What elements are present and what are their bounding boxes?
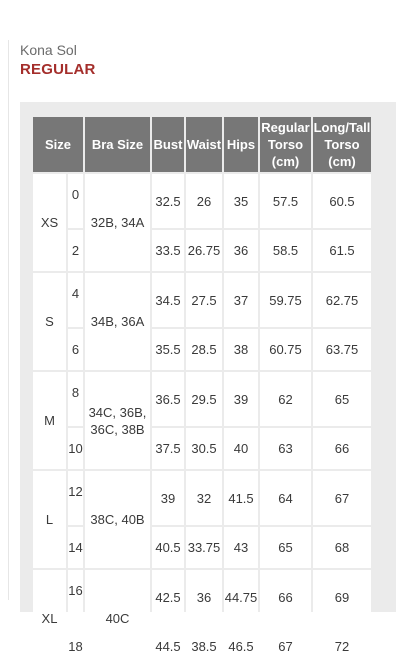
numeric-size: 10: [68, 428, 83, 469]
bust-value: 35.5: [152, 329, 184, 370]
table-row: [33, 372, 371, 426]
hips-value: 46.5: [224, 626, 258, 667]
table-row: [33, 471, 371, 525]
bra-size-line: 32B, 34A: [90, 215, 145, 230]
waist-value: 32: [186, 471, 222, 525]
waist-value: 29.5: [186, 372, 222, 426]
header-long-torso-line: (cm): [328, 154, 356, 169]
table-row: [33, 273, 371, 327]
header-hips: Hips: [224, 117, 258, 172]
product-name: Kona Sol: [20, 42, 77, 58]
bust-value: 42.5: [152, 570, 184, 624]
table-row: [33, 527, 371, 568]
numeric-size: 14: [68, 527, 83, 568]
waist-value: 26.75: [186, 230, 222, 271]
header-bust: Bust: [152, 117, 184, 172]
header-regular-torso: [260, 117, 311, 172]
header-long-torso-line: Torso: [324, 137, 360, 152]
bra-size: [85, 570, 150, 667]
regular-torso-value: 64: [260, 471, 311, 525]
table-row: [33, 428, 371, 469]
numeric-size: 12: [68, 471, 83, 525]
regular-torso-value: 63: [260, 428, 311, 469]
bust-value: 34.5: [152, 273, 184, 327]
bra-size-line: 36C, 38B: [90, 421, 145, 437]
long-torso-value: 69: [313, 570, 371, 624]
regular-torso-value: 65: [260, 527, 311, 568]
table-row: [33, 329, 371, 370]
regular-torso-value: 67: [260, 626, 311, 667]
waist-value: 38.5: [186, 626, 222, 667]
hips-value: 36: [224, 230, 258, 271]
table-row: [33, 570, 371, 624]
hips-value: 37: [224, 273, 258, 327]
numeric-size: 18: [68, 626, 83, 667]
bra-size: [85, 174, 150, 271]
size-label: L: [33, 471, 66, 568]
numeric-size: 16: [68, 570, 83, 624]
size-label: XS: [33, 174, 66, 271]
long-torso-value: 60.5: [313, 174, 371, 228]
bust-value: 32.5: [152, 174, 184, 228]
header-long-torso: [313, 117, 371, 172]
bra-size-line: 38C, 40B: [90, 512, 145, 527]
regular-torso-value: 59.75: [260, 273, 311, 327]
hips-value: 40: [224, 428, 258, 469]
regular-torso-value: 66: [260, 570, 311, 624]
header-bra-size: Bra Size: [85, 117, 150, 172]
long-torso-value: 68: [313, 527, 371, 568]
long-torso-value: 72: [313, 626, 371, 667]
hips-value: 39: [224, 372, 258, 426]
bust-value: 40.5: [152, 527, 184, 568]
waist-value: 36: [186, 570, 222, 624]
bust-value: 39: [152, 471, 184, 525]
header-regular-torso-line: Regular: [261, 120, 310, 135]
table-row: [33, 174, 371, 228]
left-edge-divider: [8, 40, 9, 600]
waist-value: 30.5: [186, 428, 222, 469]
regular-torso-value: 58.5: [260, 230, 311, 271]
numeric-size: 4: [68, 273, 83, 327]
waist-value: 26: [186, 174, 222, 228]
waist-value: 27.5: [186, 273, 222, 327]
header-regular-torso-line: Torso: [267, 137, 304, 152]
hips-value: 41.5: [224, 471, 258, 525]
table-row: [33, 230, 371, 271]
fit-label: REGULAR: [20, 61, 96, 78]
hips-value: 38: [224, 329, 258, 370]
bust-value: 44.5: [152, 626, 184, 667]
long-torso-value: 67: [313, 471, 371, 525]
waist-value: 33.75: [186, 527, 222, 568]
hips-value: 44.75: [224, 570, 258, 624]
bra-size-line: 34C, 36B,: [88, 404, 147, 420]
header-long-torso-line: Long/Tall: [313, 120, 371, 135]
size-label: XL: [33, 570, 66, 667]
size-chart-table: [31, 115, 373, 669]
bra-size: [85, 471, 150, 568]
long-torso-value: 66: [313, 428, 371, 469]
bust-value: 37.5: [152, 428, 184, 469]
numeric-size: 8: [68, 372, 83, 426]
hips-value: 43: [224, 527, 258, 568]
waist-value: 28.5: [186, 329, 222, 370]
regular-torso-value: 57.5: [260, 174, 311, 228]
numeric-size: 2: [68, 230, 83, 271]
hips-value: 35: [224, 174, 258, 228]
bra-size: [85, 372, 150, 469]
header-waist: Waist: [186, 117, 222, 172]
size-label: M: [33, 372, 66, 469]
bust-value: 33.5: [152, 230, 184, 271]
header-size: Size: [33, 117, 83, 172]
long-torso-value: 62.75: [313, 273, 371, 327]
table-header-row: [33, 117, 371, 172]
long-torso-value: 63.75: [313, 329, 371, 370]
numeric-size: 6: [68, 329, 83, 370]
bust-value: 36.5: [152, 372, 184, 426]
size-label: S: [33, 273, 66, 370]
bra-size-line: 34B, 36A: [90, 314, 145, 329]
header-regular-torso-line: (cm): [271, 154, 300, 169]
bra-size: [85, 273, 150, 370]
bra-size-line: 40C: [105, 611, 130, 626]
regular-torso-value: 60.75: [260, 329, 311, 370]
regular-torso-value: 62: [260, 372, 311, 426]
table-row: [33, 626, 371, 667]
numeric-size: 0: [68, 174, 83, 228]
long-torso-value: 61.5: [313, 230, 371, 271]
long-torso-value: 65: [313, 372, 371, 426]
